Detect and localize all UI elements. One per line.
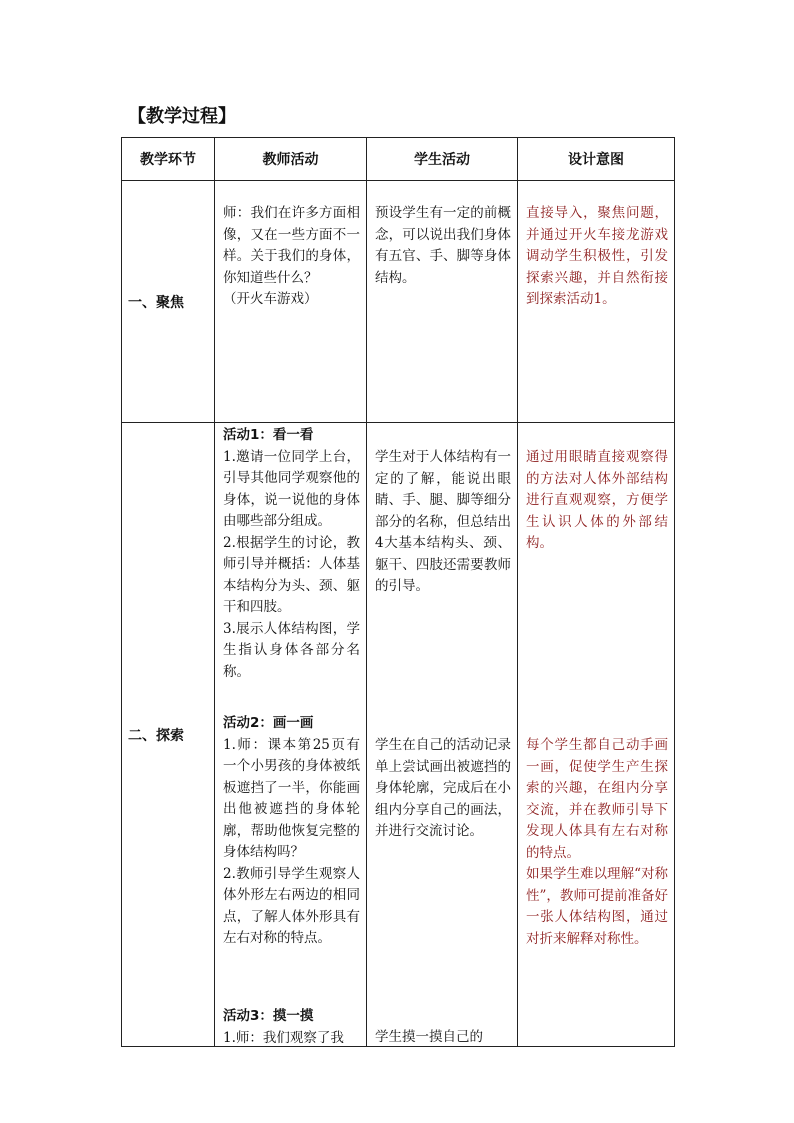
design-intent-cell [518, 423, 675, 1047]
table-header-row [122, 138, 675, 181]
activity-title: 活动1：看一看 [223, 427, 314, 443]
teacher-activity-cell [215, 423, 367, 1047]
stage-cell: 二、探索 [122, 423, 215, 1047]
teaching-process-table [121, 137, 675, 1047]
student-activity-cell: 预设学生有一定的前概念，可以说出我们身体有五官、手、脚等身体结构。 [367, 181, 518, 423]
activity-text: 学生在自己的活动记录单上尝试画出被遮挡的身体轮廓，完成后在小组内分享自己的画法，并进行交流讨论。 [375, 737, 511, 839]
activity-text: 通过用眼睛直接观察得的方法对人体外部结构进行直观观察，方便学生认识人体的外部结构。 [526, 449, 668, 551]
activity-text: 1.邀请一位同学上台，引导其他同学观察他的身体，说一说他的身体由哪些部分组成。 2.根据学生的讨论，教师引导并概括：人体基本结构分为头、颈、躯干和四肢。 3.展示人体结构图，学生指认身体各部分名称。 [223, 448, 360, 680]
activity-text: 学生对于人体结构有一定的了解，能说出眼睛、手、腿、脚等细分部分的名称，但总结出4大基本结构头、颈、躯干、四肢还需要教师的引导。 [375, 449, 511, 594]
activity-text: 每个学生都自己动手画一画，促使学生产生探索的兴趣，在组内分享交流，并在教师引导下发现人体具有左右对称的特点。 如果学生难以理解“对称性”，教师可提前准备好一张人体结构图，通过对折来解释对称性。 [526, 737, 668, 947]
design-intent-cell: 直接导入，聚焦问题，并通过开火车接龙游戏调动学生积极性，引发探索兴趣，并自然衔接到探索活动1。 [518, 181, 675, 423]
table-row [122, 423, 675, 1047]
activity-title: 活动2：画一画 [223, 715, 314, 731]
activity-text: 1.师：我们观察了我 [223, 1029, 344, 1046]
header-intent: 设计意图 [518, 138, 675, 181]
teacher-activity-cell: 师：我们在许多方面相像，又在一些方面不一样。关于我们的身体，你知道些什么？ （开火车游戏） [215, 181, 367, 423]
header-student: 学生活动 [367, 138, 518, 181]
activity-text: 学生摸一摸自己的 [375, 1029, 483, 1045]
header-teacher: 教师活动 [215, 138, 367, 181]
student-activity-cell [367, 423, 518, 1047]
section-heading: 【教学过程】 [128, 106, 236, 127]
header-stage: 教学环节 [122, 138, 215, 181]
table-row [122, 181, 675, 423]
activity-title: 活动3：摸一摸 [223, 1008, 314, 1024]
activity-text: 1.师：课本第25页有一个小男孩的身体被纸板遮挡了一半，你能画出他被遮挡的身体轮廓，帮助他恢复完整的身体结构吗？ 2.教师引导学生观察人体外形左右两边的相同点，了解人体外形具有左右对称的特点。 [223, 736, 360, 946]
stage-cell: 一、聚焦 [122, 181, 215, 423]
